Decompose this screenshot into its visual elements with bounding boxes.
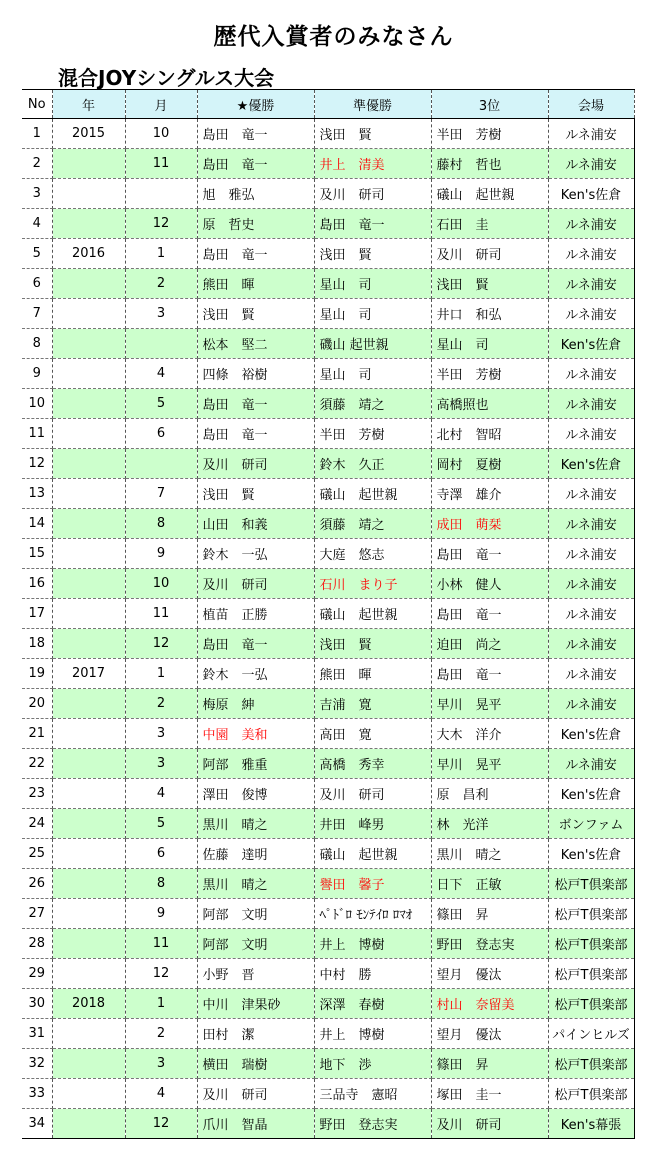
cell-no: 21 bbox=[22, 719, 52, 749]
cell-month: 12 bbox=[125, 1109, 197, 1139]
cell-winner: 原 哲史 bbox=[197, 209, 314, 239]
cell-winner: 旭 雅弘 bbox=[197, 179, 314, 209]
cell-year bbox=[52, 269, 125, 299]
cell-venue: 松戸T倶楽部 bbox=[548, 1079, 634, 1109]
cell-no: 7 bbox=[22, 299, 52, 329]
cell-runner-up: 地下 渉 bbox=[314, 1049, 431, 1079]
cell-month: 8 bbox=[125, 869, 197, 899]
cell-winner: 熊田 暉 bbox=[197, 269, 314, 299]
cell-winner: 小野 晋 bbox=[197, 959, 314, 989]
cell-year bbox=[52, 1109, 125, 1139]
cell-runner-up: 島田 竜一 bbox=[314, 209, 431, 239]
cell-year: 2018 bbox=[52, 989, 125, 1019]
page-title: 歴代入賞者のみなさん bbox=[213, 24, 454, 50]
cell-year bbox=[52, 539, 125, 569]
cell-third: 原 昌利 bbox=[431, 779, 548, 809]
cell-runner-up: 高橋 秀幸 bbox=[314, 749, 431, 779]
cell-winner: 阿部 雅重 bbox=[197, 749, 314, 779]
cell-month: 8 bbox=[125, 509, 197, 539]
cell-third: 大木 洋介 bbox=[431, 719, 548, 749]
table-row bbox=[22, 1079, 634, 1109]
cell-third: 半田 芳樹 bbox=[431, 119, 548, 149]
table-row bbox=[22, 269, 634, 299]
cell-no: 2 bbox=[22, 149, 52, 179]
cell-runner-up: 井上 清美 bbox=[314, 149, 431, 179]
cell-no: 23 bbox=[22, 779, 52, 809]
cell-third: 望月 優汰 bbox=[431, 959, 548, 989]
cell-runner-up: 三品寺 憲昭 bbox=[314, 1079, 431, 1109]
cell-year bbox=[52, 359, 125, 389]
table-row bbox=[22, 299, 634, 329]
results-table bbox=[22, 89, 635, 1139]
cell-no: 9 bbox=[22, 359, 52, 389]
cell-third: 日下 正敏 bbox=[431, 869, 548, 899]
table-row bbox=[22, 629, 634, 659]
cell-year bbox=[52, 329, 125, 359]
cell-winner: 浅田 賢 bbox=[197, 299, 314, 329]
cell-month: 10 bbox=[125, 119, 197, 149]
cell-third: 岡村 夏樹 bbox=[431, 449, 548, 479]
cell-third: 村山 奈留美 bbox=[431, 989, 548, 1019]
cell-no: 28 bbox=[22, 929, 52, 959]
cell-month: 1 bbox=[125, 239, 197, 269]
cell-winner: 浅田 賢 bbox=[197, 479, 314, 509]
cell-year bbox=[52, 179, 125, 209]
cell-no: 14 bbox=[22, 509, 52, 539]
cell-venue: ルネ浦安 bbox=[548, 569, 634, 599]
cell-year bbox=[52, 509, 125, 539]
cell-third: 星山 司 bbox=[431, 329, 548, 359]
cell-month: 4 bbox=[125, 779, 197, 809]
cell-venue: ルネ浦安 bbox=[548, 269, 634, 299]
column-header-winner: ★優勝 bbox=[197, 90, 314, 119]
cell-third: 半田 芳樹 bbox=[431, 359, 548, 389]
cell-no: 20 bbox=[22, 689, 52, 719]
cell-year bbox=[52, 1049, 125, 1079]
cell-runner-up: 中村 勝 bbox=[314, 959, 431, 989]
cell-third: 藤村 哲也 bbox=[431, 149, 548, 179]
cell-runner-up: 大庭 悠志 bbox=[314, 539, 431, 569]
cell-runner-up: 礒山 起世親 bbox=[314, 599, 431, 629]
table-row bbox=[22, 1049, 634, 1079]
cell-month: 4 bbox=[125, 359, 197, 389]
column-header-year: 年 bbox=[52, 90, 125, 119]
table-row bbox=[22, 1019, 634, 1049]
cell-year bbox=[52, 689, 125, 719]
cell-winner: 島田 竜一 bbox=[197, 629, 314, 659]
cell-no: 22 bbox=[22, 749, 52, 779]
cell-no: 5 bbox=[22, 239, 52, 269]
cell-month: 3 bbox=[125, 749, 197, 779]
cell-no: 27 bbox=[22, 899, 52, 929]
table-row bbox=[22, 779, 634, 809]
cell-winner: 澤田 俊博 bbox=[197, 779, 314, 809]
cell-winner: 島田 竜一 bbox=[197, 149, 314, 179]
cell-winner: 梅原 紳 bbox=[197, 689, 314, 719]
cell-month: 2 bbox=[125, 269, 197, 299]
cell-venue: パインヒルズ bbox=[548, 1019, 634, 1049]
cell-runner-up: 熊田 暉 bbox=[314, 659, 431, 689]
column-header-no: No bbox=[22, 90, 52, 119]
cell-runner-up: 浅田 賢 bbox=[314, 119, 431, 149]
cell-winner: 島田 竜一 bbox=[197, 239, 314, 269]
cell-no: 32 bbox=[22, 1049, 52, 1079]
cell-venue: 松戸T倶楽部 bbox=[548, 989, 634, 1019]
cell-winner: 松本 堅二 bbox=[197, 329, 314, 359]
cell-month: 12 bbox=[125, 209, 197, 239]
table-row bbox=[22, 179, 634, 209]
cell-year bbox=[52, 449, 125, 479]
cell-month: 9 bbox=[125, 899, 197, 929]
cell-venue: Ken's佐倉 bbox=[548, 329, 634, 359]
cell-month: 11 bbox=[125, 599, 197, 629]
cell-year bbox=[52, 779, 125, 809]
cell-runner-up: 井上 博樹 bbox=[314, 929, 431, 959]
cell-no: 12 bbox=[22, 449, 52, 479]
cell-month: 6 bbox=[125, 419, 197, 449]
cell-year bbox=[52, 299, 125, 329]
table-row bbox=[22, 719, 634, 749]
cell-winner: 及川 研司 bbox=[197, 1079, 314, 1109]
cell-runner-up: 及川 研司 bbox=[314, 179, 431, 209]
cell-venue: Ken's幕張 bbox=[548, 1109, 634, 1139]
cell-year bbox=[52, 809, 125, 839]
cell-venue: Ken's佐倉 bbox=[548, 719, 634, 749]
cell-year: 2017 bbox=[52, 659, 125, 689]
cell-winner: 及川 研司 bbox=[197, 569, 314, 599]
table-row bbox=[22, 119, 634, 149]
cell-third: 早川 晃平 bbox=[431, 749, 548, 779]
cell-winner: 爪川 智晶 bbox=[197, 1109, 314, 1139]
cell-no: 24 bbox=[22, 809, 52, 839]
table-row bbox=[22, 209, 634, 239]
cell-year bbox=[52, 1079, 125, 1109]
cell-venue: ルネ浦安 bbox=[548, 689, 634, 719]
cell-runner-up: 深澤 春樹 bbox=[314, 989, 431, 1019]
table-row bbox=[22, 479, 634, 509]
cell-year bbox=[52, 149, 125, 179]
cell-winner: 阿部 文明 bbox=[197, 929, 314, 959]
cell-venue: ルネ浦安 bbox=[548, 509, 634, 539]
cell-year bbox=[52, 719, 125, 749]
cell-venue: Ken's佐倉 bbox=[548, 179, 634, 209]
cell-year bbox=[52, 479, 125, 509]
cell-year bbox=[52, 419, 125, 449]
cell-venue: ルネ浦安 bbox=[548, 209, 634, 239]
cell-runner-up: 野田 登志実 bbox=[314, 1109, 431, 1139]
table-row bbox=[22, 359, 634, 389]
cell-third: 島田 竜一 bbox=[431, 539, 548, 569]
cell-month: 12 bbox=[125, 959, 197, 989]
cell-no: 10 bbox=[22, 389, 52, 419]
cell-winner: 中川 津果砂 bbox=[197, 989, 314, 1019]
cell-venue: ルネ浦安 bbox=[548, 359, 634, 389]
cell-month: 5 bbox=[125, 809, 197, 839]
cell-year bbox=[52, 599, 125, 629]
table-row bbox=[22, 509, 634, 539]
cell-year bbox=[52, 959, 125, 989]
table-row bbox=[22, 149, 634, 179]
cell-venue: ルネ浦安 bbox=[548, 629, 634, 659]
cell-month: 3 bbox=[125, 1049, 197, 1079]
cell-month: 6 bbox=[125, 839, 197, 869]
cell-winner: 島田 竜一 bbox=[197, 419, 314, 449]
cell-winner: 中園 美和 bbox=[197, 719, 314, 749]
cell-third: 井口 和弘 bbox=[431, 299, 548, 329]
cell-third: 黒川 晴之 bbox=[431, 839, 548, 869]
cell-month bbox=[125, 329, 197, 359]
cell-no: 8 bbox=[22, 329, 52, 359]
cell-third: 塚田 圭一 bbox=[431, 1079, 548, 1109]
cell-runner-up: 須藤 靖之 bbox=[314, 389, 431, 419]
cell-third: 迫田 尚之 bbox=[431, 629, 548, 659]
cell-winner: 黒川 晴之 bbox=[197, 869, 314, 899]
cell-month: 5 bbox=[125, 389, 197, 419]
cell-no: 29 bbox=[22, 959, 52, 989]
table-row bbox=[22, 1109, 634, 1139]
table-row bbox=[22, 449, 634, 479]
cell-winner: 横田 瑞樹 bbox=[197, 1049, 314, 1079]
table-row bbox=[22, 869, 634, 899]
cell-no: 26 bbox=[22, 869, 52, 899]
cell-month: 4 bbox=[125, 1079, 197, 1109]
cell-winner: 山田 和義 bbox=[197, 509, 314, 539]
cell-venue: ルネ浦安 bbox=[548, 659, 634, 689]
cell-no: 31 bbox=[22, 1019, 52, 1049]
cell-runner-up: 星山 司 bbox=[314, 299, 431, 329]
cell-month: 11 bbox=[125, 929, 197, 959]
table-row bbox=[22, 809, 634, 839]
cell-year bbox=[52, 389, 125, 419]
table-row bbox=[22, 929, 634, 959]
cell-venue: ルネ浦安 bbox=[548, 389, 634, 419]
cell-winner: 黒川 晴之 bbox=[197, 809, 314, 839]
table-row bbox=[22, 329, 634, 359]
cell-no: 3 bbox=[22, 179, 52, 209]
column-header-third: 3位 bbox=[431, 90, 548, 119]
cell-month: 1 bbox=[125, 989, 197, 1019]
cell-month bbox=[125, 179, 197, 209]
cell-runner-up: 譽田 馨子 bbox=[314, 869, 431, 899]
cell-winner: 佐藤 達明 bbox=[197, 839, 314, 869]
table-row bbox=[22, 749, 634, 779]
cell-month bbox=[125, 449, 197, 479]
table-row bbox=[22, 599, 634, 629]
cell-third: 及川 研司 bbox=[431, 239, 548, 269]
header-row bbox=[22, 90, 634, 119]
cell-winner: 植苗 正勝 bbox=[197, 599, 314, 629]
table-row bbox=[22, 569, 634, 599]
cell-runner-up: 井田 峰男 bbox=[314, 809, 431, 839]
cell-no: 15 bbox=[22, 539, 52, 569]
cell-no: 34 bbox=[22, 1109, 52, 1139]
cell-third: 林 光洋 bbox=[431, 809, 548, 839]
table-row bbox=[22, 959, 634, 989]
cell-venue: Ken's佐倉 bbox=[548, 779, 634, 809]
cell-year bbox=[52, 899, 125, 929]
cell-month: 1 bbox=[125, 659, 197, 689]
cell-venue: ルネ浦安 bbox=[548, 479, 634, 509]
cell-runner-up: 石川 まり子 bbox=[314, 569, 431, 599]
cell-venue: ルネ浦安 bbox=[548, 599, 634, 629]
cell-no: 6 bbox=[22, 269, 52, 299]
cell-year bbox=[52, 839, 125, 869]
cell-runner-up: 須藤 靖之 bbox=[314, 509, 431, 539]
column-header-venue: 会場 bbox=[548, 90, 634, 119]
cell-year: 2016 bbox=[52, 239, 125, 269]
cell-no: 1 bbox=[22, 119, 52, 149]
cell-no: 16 bbox=[22, 569, 52, 599]
cell-month: 7 bbox=[125, 479, 197, 509]
cell-venue: 松戸T倶楽部 bbox=[548, 869, 634, 899]
cell-runner-up: 星山 司 bbox=[314, 269, 431, 299]
cell-winner: 島田 竜一 bbox=[197, 119, 314, 149]
cell-month: 11 bbox=[125, 149, 197, 179]
column-header-month: 月 bbox=[125, 90, 197, 119]
tournament-subtitle: 混合JOYシングルス大会 bbox=[58, 66, 275, 90]
cell-runner-up: ﾍﾟﾄﾞﾛ ﾓﾝﾃｲﾛ ﾛﾏｵ bbox=[314, 899, 431, 929]
cell-winner: 島田 竜一 bbox=[197, 389, 314, 419]
cell-runner-up: 磯山 起世親 bbox=[314, 329, 431, 359]
table-row bbox=[22, 689, 634, 719]
cell-year: 2015 bbox=[52, 119, 125, 149]
table-row bbox=[22, 419, 634, 449]
cell-venue: 松戸T倶楽部 bbox=[548, 959, 634, 989]
cell-year bbox=[52, 869, 125, 899]
cell-third: 島田 竜一 bbox=[431, 599, 548, 629]
cell-runner-up: 浅田 賢 bbox=[314, 239, 431, 269]
cell-month: 3 bbox=[125, 719, 197, 749]
cell-no: 13 bbox=[22, 479, 52, 509]
cell-no: 4 bbox=[22, 209, 52, 239]
cell-runner-up: 浅田 賢 bbox=[314, 629, 431, 659]
cell-venue: Ken's佐倉 bbox=[548, 449, 634, 479]
cell-no: 25 bbox=[22, 839, 52, 869]
cell-winner: 四條 裕樹 bbox=[197, 359, 314, 389]
results-body bbox=[22, 119, 634, 1139]
cell-winner: 及川 研司 bbox=[197, 449, 314, 479]
cell-year bbox=[52, 209, 125, 239]
cell-no: 17 bbox=[22, 599, 52, 629]
cell-venue: ルネ浦安 bbox=[548, 119, 634, 149]
cell-winner: 田村 潔 bbox=[197, 1019, 314, 1049]
cell-venue: ルネ浦安 bbox=[548, 749, 634, 779]
cell-third: 篠田 昇 bbox=[431, 899, 548, 929]
cell-third: 早川 晃平 bbox=[431, 689, 548, 719]
cell-third: 小林 健人 bbox=[431, 569, 548, 599]
cell-runner-up: 高田 寛 bbox=[314, 719, 431, 749]
table-row bbox=[22, 839, 634, 869]
cell-runner-up: 吉浦 寛 bbox=[314, 689, 431, 719]
cell-venue: ルネ浦安 bbox=[548, 239, 634, 269]
cell-venue: ルネ浦安 bbox=[548, 419, 634, 449]
cell-venue: ルネ浦安 bbox=[548, 149, 634, 179]
cell-winner: 鈴木 一弘 bbox=[197, 539, 314, 569]
table-row bbox=[22, 659, 634, 689]
cell-runner-up: 及川 研司 bbox=[314, 779, 431, 809]
cell-third: 北村 智昭 bbox=[431, 419, 548, 449]
cell-no: 30 bbox=[22, 989, 52, 1019]
cell-month: 9 bbox=[125, 539, 197, 569]
cell-runner-up: 半田 芳樹 bbox=[314, 419, 431, 449]
cell-month: 12 bbox=[125, 629, 197, 659]
cell-third: 島田 竜一 bbox=[431, 659, 548, 689]
cell-venue: ボンファム bbox=[548, 809, 634, 839]
cell-runner-up: 井上 博樹 bbox=[314, 1019, 431, 1049]
cell-no: 11 bbox=[22, 419, 52, 449]
cell-runner-up: 礒山 起世親 bbox=[314, 839, 431, 869]
cell-venue: 松戸T倶楽部 bbox=[548, 899, 634, 929]
table-row bbox=[22, 899, 634, 929]
cell-venue: ルネ浦安 bbox=[548, 299, 634, 329]
cell-no: 19 bbox=[22, 659, 52, 689]
cell-year bbox=[52, 629, 125, 659]
cell-runner-up: 礒山 起世親 bbox=[314, 479, 431, 509]
cell-third: 高橋照也 bbox=[431, 389, 548, 419]
cell-third: 及川 研司 bbox=[431, 1109, 548, 1139]
cell-no: 33 bbox=[22, 1079, 52, 1109]
cell-winner: 阿部 文明 bbox=[197, 899, 314, 929]
cell-month: 10 bbox=[125, 569, 197, 599]
table-row bbox=[22, 989, 634, 1019]
cell-year bbox=[52, 929, 125, 959]
table-row bbox=[22, 539, 634, 569]
cell-month: 2 bbox=[125, 689, 197, 719]
cell-venue: ルネ浦安 bbox=[548, 539, 634, 569]
cell-runner-up: 鈴木 久正 bbox=[314, 449, 431, 479]
cell-third: 成田 萌栞 bbox=[431, 509, 548, 539]
cell-third: 篠田 昇 bbox=[431, 1049, 548, 1079]
cell-year bbox=[52, 1019, 125, 1049]
cell-year bbox=[52, 749, 125, 779]
cell-year bbox=[52, 569, 125, 599]
cell-no: 18 bbox=[22, 629, 52, 659]
cell-venue: 松戸T倶楽部 bbox=[548, 929, 634, 959]
cell-runner-up: 星山 司 bbox=[314, 359, 431, 389]
cell-third: 野田 登志実 bbox=[431, 929, 548, 959]
table-row bbox=[22, 239, 634, 269]
cell-third: 望月 優汰 bbox=[431, 1019, 548, 1049]
cell-third: 寺澤 雄介 bbox=[431, 479, 548, 509]
table-row bbox=[22, 389, 634, 419]
cell-third: 礒山 起世親 bbox=[431, 179, 548, 209]
cell-month: 2 bbox=[125, 1019, 197, 1049]
column-header-runner-up: 準優勝 bbox=[314, 90, 431, 119]
cell-venue: 松戸T倶楽部 bbox=[548, 1049, 634, 1079]
cell-winner: 鈴木 一弘 bbox=[197, 659, 314, 689]
cell-third: 石田 圭 bbox=[431, 209, 548, 239]
cell-month: 3 bbox=[125, 299, 197, 329]
cell-venue: Ken's佐倉 bbox=[548, 839, 634, 869]
cell-third: 浅田 賢 bbox=[431, 269, 548, 299]
